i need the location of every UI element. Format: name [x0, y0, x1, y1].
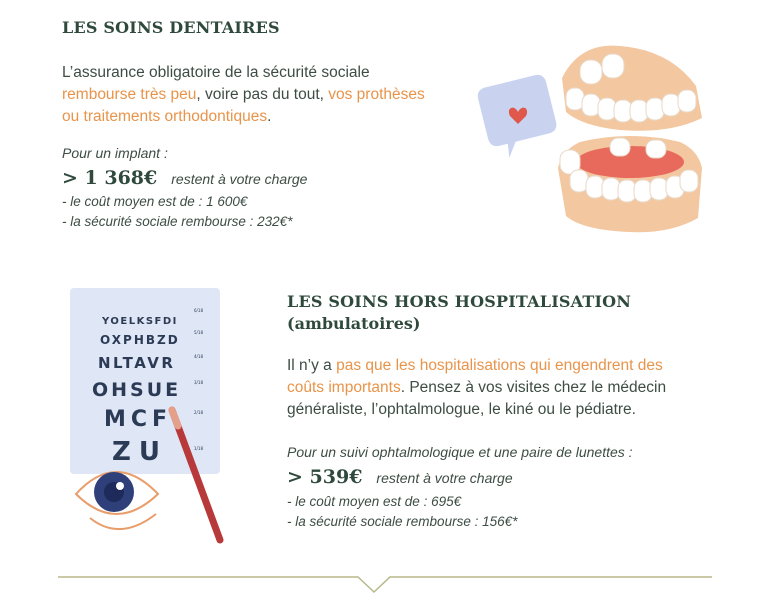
ambulatory-line-2: - la sécurité sociale rembourse : 156€*: [287, 514, 518, 529]
ambulatory-para-rest-2: généraliste, l’ophtalmologue, le kiné ou le pédiatre.: [287, 401, 636, 418]
ambulatory-line-1: - le coût moyen est de : 695€: [287, 494, 462, 509]
eye-chart-mark-3: 4/18: [194, 354, 203, 359]
eye-chart-row-3: NLTAVR: [98, 354, 176, 372]
dental-para-end: .: [267, 108, 272, 125]
dental-amount-row: [62, 167, 307, 189]
ambulatory-para-rest-1: . Pensez à vos visites chez le médecin: [400, 379, 667, 396]
dental-line-2: - la sécurité sociale rembourse : 232€*: [62, 214, 293, 229]
ambulatory-amount: > 539€: [287, 466, 363, 488]
dental-para-highlight-1: rembourse très peu: [62, 86, 197, 103]
eye-chart-mark-5: 2/18: [194, 410, 203, 415]
ambulatory-intro: Pour un suivi ophtalmologique et une paire de lunettes :: [287, 444, 633, 460]
eye-icon: [76, 472, 158, 529]
ambulatory-title: LES SOINS HORS HOSPITALISATION: [287, 292, 632, 311]
teeth-illustration: [470, 38, 710, 238]
dental-para-start: L’assurance obligatoire de la sécurité sociale: [62, 64, 370, 81]
eye-chart-mark-2: 5/18: [194, 330, 203, 335]
dental-paragraph: [62, 62, 482, 128]
dental-para-highlight-2a: vos prothèses: [328, 86, 425, 103]
eye-chart-row-6: ZU: [112, 437, 168, 467]
dental-title: LES SOINS DENTAIRES: [62, 18, 280, 37]
dental-para-highlight-2b: ou traitements orthodontiques: [62, 108, 268, 125]
dental-intro: Pour un implant :: [62, 145, 168, 161]
eye-chart-row-2: OXPHBZD: [100, 333, 180, 347]
ambulatory-amount-note: restent à votre charge: [376, 470, 513, 486]
ambulatory-subtitle: (ambulatoires): [287, 314, 421, 333]
eye-chart-row-1: YOELKSFDI: [102, 316, 178, 327]
dental-line-1: - le coût moyen est de : 1 600€: [62, 194, 248, 209]
eye-chart-row-4: OHSUE: [92, 379, 182, 401]
eye-chart-row-5: MCF: [104, 407, 173, 432]
heart-speech-bubble-icon: [476, 73, 562, 162]
dental-amount-note: restent à votre charge: [171, 171, 308, 187]
eye-chart-mark-1: 6/18: [194, 308, 203, 313]
dental-para-mid: , voire pas du tout,: [196, 86, 329, 103]
dental-amount: > 1 368€: [62, 167, 158, 189]
section-divider: [58, 576, 712, 596]
eye-chart-mark-6: 1/18: [194, 446, 203, 451]
ambulatory-para-highlight-1b: coûts importants: [287, 379, 401, 396]
ambulatory-amount-row: [287, 466, 513, 488]
eye-chart-illustration: [60, 278, 240, 550]
eye-chart-mark-4: 3/18: [194, 380, 203, 385]
ambulatory-para-start: Il n’y a: [287, 357, 337, 374]
ambulatory-paragraph: [287, 355, 727, 421]
ambulatory-para-highlight-1a: pas que les hospitalisations qui engendrent des: [336, 357, 663, 374]
